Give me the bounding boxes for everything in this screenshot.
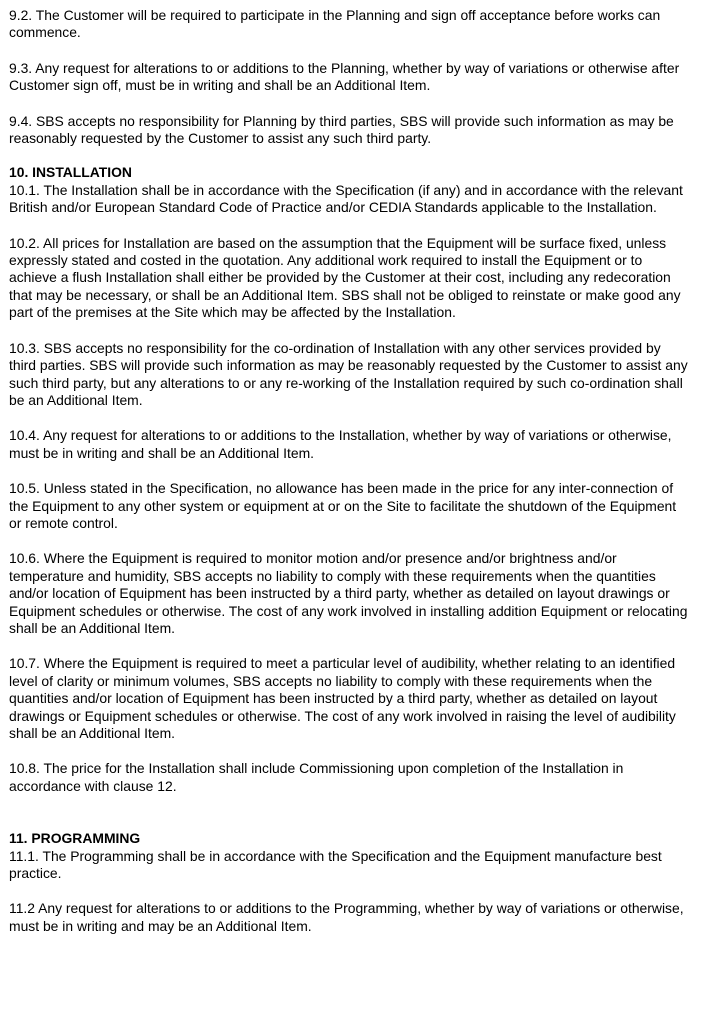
document-page [9,7,689,935]
clause-9-2: 9.2. The Customer will be required to participate in the Planning and sign off acceptance before works can commence. [9,7,661,41]
clause-10-8: 10.8. The price for the Installation shall include Commissioning upon completion of the Installation in accordance with clause 12. [9,760,624,794]
section-11-programming [9,830,689,935]
clause-10-1: 10.1. The Installation shall be in accordance with the Specification (if any) and in accordance with the relevant British and/or European Standard Code of Practice and/or CEDIA Standards applicable to the Installation. [9,181,683,216]
clause-10-2: 10.2. All prices for Installation are based on the assumption that the Equipment will be surface fixed, unless expressly stated and costed in the quotation. Any additional work required to install the Equipment or to achieve a flush Installation shall either be provided by the Customer at their cost, including any redecoration that may be necessary, or shall be an Additional Item. SBS shall not be obliged to reinstate or make good any part of the premises at the Site which may be affected by the Installation. [9,234,681,321]
clause-10-4: 10.4. Any request for alterations to or additions to the Installation, whether by way of variations or otherwise, must be in writing and shall be an Additional Item. [9,427,672,461]
section-spacer [9,147,689,164]
clause-10-7: 10.7. Where the Equipment is required to meet a particular level of audibility, whether relating to an identified level of clarity or minimum volumes, SBS accepts no liability to comply with these requirements when the quantities and/or location of Equipment has been instructed by a third party, whether as detailed on layout drawings or Equipment schedules or otherwise. The cost of any work involved in raising the level of audibility shall be an Additional Item. [9,655,676,741]
section-10-heading: 10. INSTALLATION [9,164,132,181]
section-11-heading: 11. PROGRAMMING [9,830,141,847]
section-9-continuation [9,7,689,147]
clause-9-3: 9.3. Any request for alterations to or additions to the Planning, whether by way of variations or otherwise after Customer sign off, must be in writing and shall be an Additional Item. [9,59,680,94]
clause-11-1: 11.1. The Programming shall be in accordance with the Specification and the Equipment manufacture best practice. [9,847,662,882]
section-10-installation [9,164,689,795]
clause-10-3: 10.3. SBS accepts no responsibility for the co-ordination of Installation with any other services provided by third parties. SBS will provide such information as may be reasonably requested by the Customer to assist any such third party, but any alterations to or any re-working of the Installation required by such co-ordination shall be an Additional Item. [9,339,688,408]
clause-10-6: 10.6. Where the Equipment is required to monitor motion and/or presence and/or brightness and/or temperature and humidity, SBS accepts no liability to comply with these requirements when the quantities and/or location of Equipment has been instructed by a third party, whether as detailed on layout drawings or Equipment schedules or otherwise. The cost of any work involved in installing addition Equipment or relocating shall be an Additional Item. [9,550,688,636]
section-spacer [9,795,689,830]
clause-11-2: 11.2 Any request for alterations to or additions to the Programming, whether by way of variations or otherwise, must be in writing and may be an Additional Item. [9,900,684,934]
clause-9-4: 9.4. SBS accepts no responsibility for Planning by third parties, SBS will provide such information as may be reasonably requested by the Customer to assist any such third party. [9,112,674,147]
clause-10-5: 10.5. Unless stated in the Specification, no allowance has been made in the price for any inter-connection of the Equipment to any other system or equipment at or on the Site to facilitate the shutdown of the Equipment or remote control. [9,480,677,531]
